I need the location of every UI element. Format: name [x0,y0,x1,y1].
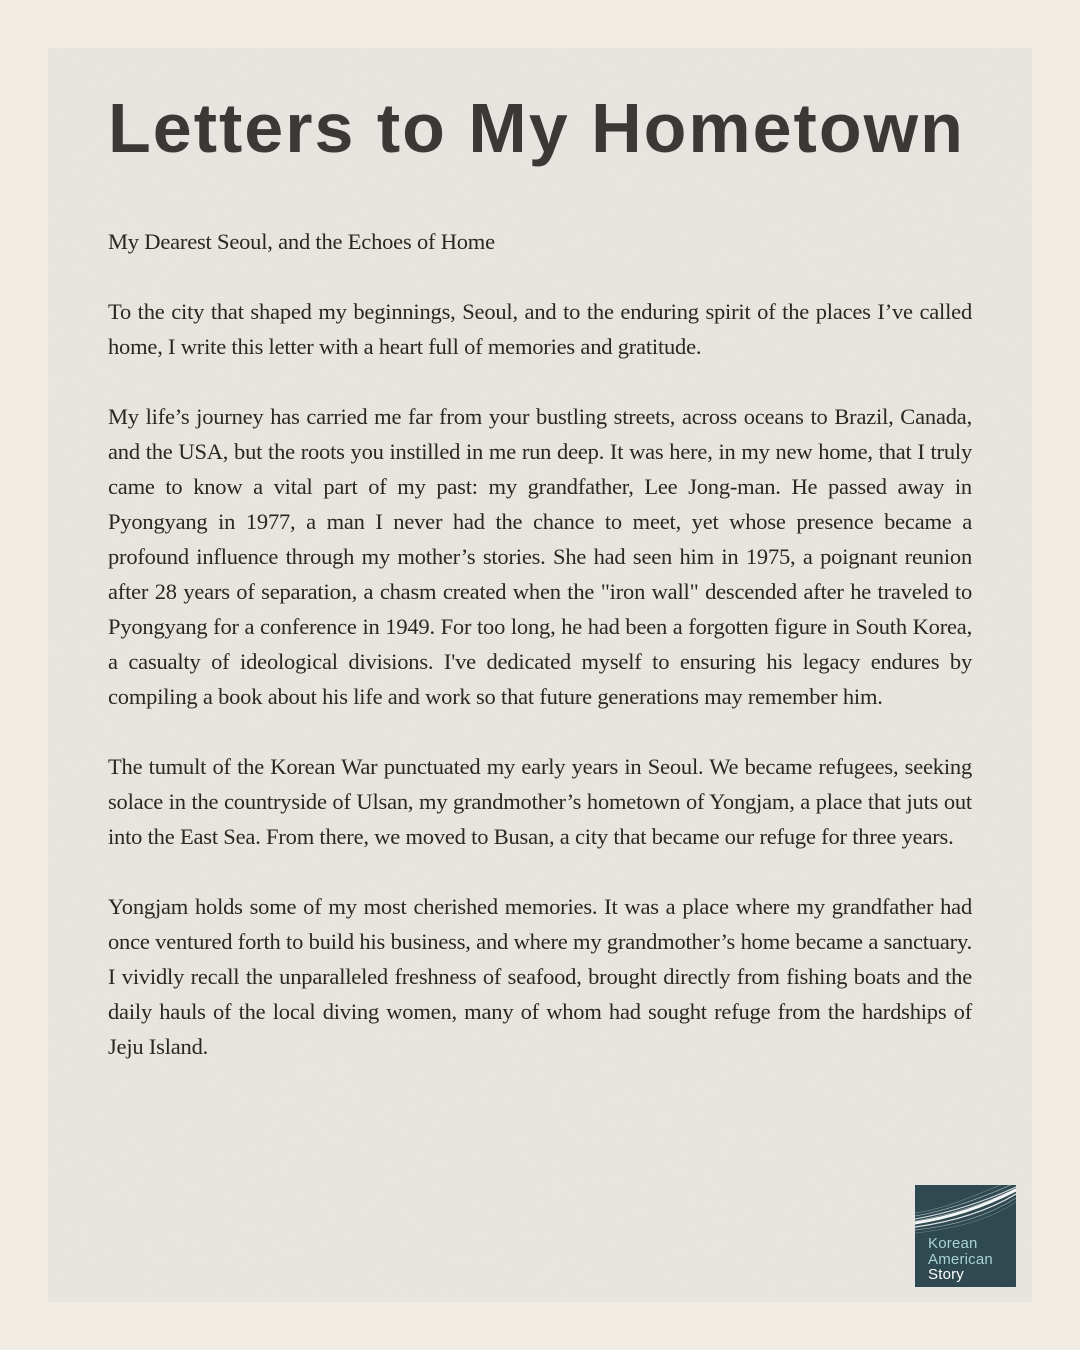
logo-word-american: American [928,1250,993,1268]
salutation-line: My Dearest Seoul, and the Echoes of Home [108,228,495,254]
logo-text [928,1236,993,1283]
paragraph-3: The tumult of the Korean War punctuated my early years in Seoul. We became refugees, seeking solace in the countryside of Ulsan, my grandmother’s hometown of Yongjam, a place that juts out into the East Sea. From there, we moved to Busan, a city that became our refuge for three years. [108,753,972,849]
paragraph-4: Yongjam holds some of my most cherished memories. It was a place where my grandfather had once ventured forth to build his business, and where my grandmother’s home became a sanctuary. I vividly recall the unparalleled freshness of seafood, brought directly from fishing boats and the daily hauls of the local diving women, many of whom had sought refuge from the hardships of Jeju Island. [108,893,972,1059]
paragraph-2: My life’s journey has carried me far from your bustling streets, across oceans to Brazil, Canada, and the USA, but the roots you instilled in me run deep. It was here, in my new home, that I truly came to know a vital part of my past: my grandfather, Lee Jong-man. He passed away in Pyongyang in 1977, a man I never had the chance to meet, yet whose presence became a profound influence through my mother’s stories. She had seen him in 1975, a poignant reunion after 28 years of separation, a chasm created when the "iron wall" descended after he traveled to Pyongyang for a conference in 1949. For too long, he had been a forgotten figure in South Korea, a casualty of ideological divisions. I've dedicated myself to ensuring his legacy endures by compiling a book about his life and work so that future generations may remember him. [108,403,972,709]
letter-body [108,224,972,1064]
logo-word-story: Story [928,1266,965,1283]
korean-american-story-logo [915,1185,1016,1287]
page-title: Letters to My Hometown [108,89,965,167]
letter-content [108,89,972,1064]
paragraph-1: To the city that shaped my beginnings, Seoul, and to the enduring spirit of the places I’ve called home, I write this letter with a heart full of memories and gratitude. [108,298,972,359]
letter-page [48,48,1032,1302]
logo-word-korean: Korean [928,1235,978,1252]
